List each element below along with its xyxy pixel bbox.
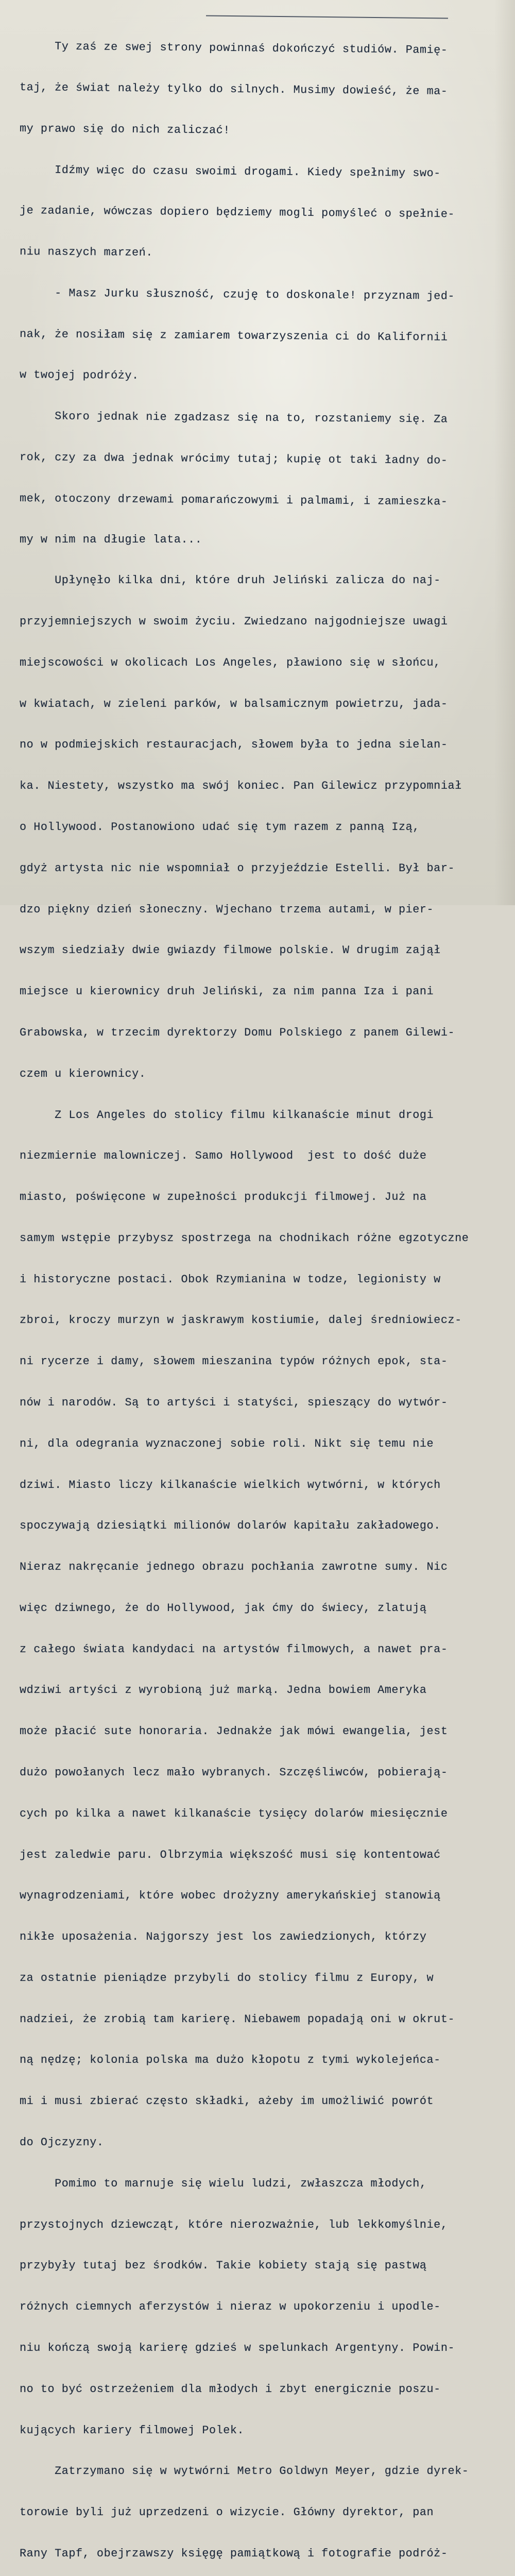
text-line: torowie byli już uprzedzeni o wizycie. Główny dyrektor, pan bbox=[20, 2506, 434, 2519]
text-line: spoczywają dziesiątki milionów dolarów kapitału zakładowego. bbox=[20, 1519, 441, 1533]
text-line: Upłynęło kilka dni, które druh Jeliński zalicza do naj- bbox=[20, 574, 441, 587]
text-line: niezmiernie malowniczej. Samo Hollywood jest to dość duże bbox=[20, 1149, 427, 1163]
text-line: samym wstępie przybysz spostrzega na chodnikach różne egzotyczne bbox=[20, 1231, 469, 1245]
text-line: mi i musi zbierać często składki, ażeby im umożliwić powrót bbox=[20, 2095, 434, 2108]
text-line: je zadanie, wówczas dopiero będziemy mogli pomyśleć o spełnie- bbox=[19, 204, 455, 221]
text-line: nów i narodów. Są to artyści i statyści, spieszący do wytwór- bbox=[20, 1396, 448, 1409]
text-line: Idźmy więc do czasu swoimi drogami. Kiedy spełnimy swo- bbox=[19, 163, 441, 180]
paper-edge-shadow bbox=[494, 0, 515, 905]
text-line: Grabowska, w trzecim dyrektorzy Domu Polskiego z panem Gilewi- bbox=[20, 1026, 455, 1039]
text-line: ną nędzę; kolonia polska ma dużo kłopotu z tymi wykolejeńca- bbox=[20, 2054, 441, 2067]
text-line: my w nim na długie lata... bbox=[20, 533, 202, 546]
text-line: dzo piękny dzień słoneczny. Wjechano trzema autami, w pier- bbox=[20, 903, 434, 916]
text-line: o Hollywood. Postanowiono udać się tym razem z panną Izą, bbox=[20, 821, 420, 834]
text-line: nikłe uposażenia. Najgorszy jest los zawiedzionych, którzy bbox=[20, 1930, 427, 1944]
text-line: miasto, poświęcone w zupełności produkcji filmowej. Już na bbox=[20, 1191, 427, 1204]
text-line: my prawo się do nich zaliczać! bbox=[19, 122, 231, 137]
text-line: wdziwi artyści z wyrobioną już marką. Jedna bowiem Ameryka bbox=[20, 1684, 427, 1697]
text-line: w twojej podróży. bbox=[19, 368, 139, 383]
text-line: dziwi. Miasto liczy kilkanaście wielkich wytwórni, w których bbox=[20, 1478, 441, 1492]
text-line: rok, czy za dwa jednak wrócimy tutaj; kupię ot taki ładny do- bbox=[19, 451, 448, 467]
text-line: wszym siedziały dwie gwiazdy filmowe polskie. W drugim zajął bbox=[20, 944, 441, 957]
text-line: jest zaledwie paru. Olbrzymia większość musi się kontentować bbox=[20, 1848, 441, 1861]
text-line: niu naszych marzeń. bbox=[19, 245, 153, 260]
text-line: przystojnych dziewcząt, które nierozważnie, lub lekkomyślnie, bbox=[20, 2218, 448, 2231]
text-line: - Masz Jurku słuszność, czuję to doskonale! przyznam jed- bbox=[19, 286, 455, 303]
text-line: Nieraz nakręcanie jednego obrazu pochłania zawrotne sumy. Nic bbox=[20, 1561, 448, 1574]
text-line: czem u kierownicy. bbox=[20, 1067, 146, 1080]
page-text bbox=[20, 12, 502, 2576]
text-line: gdyż artysta nic nie wspomniał o przyjeździe Estelli. Był bar- bbox=[20, 861, 455, 875]
text-line: taj, że świat należy tylko do silnych. Musimy dowieść, że ma- bbox=[19, 80, 448, 98]
text-line: no w podmiejskich restauracjach, słowem była to jedna sielan- bbox=[20, 738, 448, 752]
text-line: wynagrodzeniami, które wobec drożyzny amerykańskiej stanowią bbox=[20, 1889, 441, 1903]
text-line: przyjemniejszych w swoim życiu. Zwiedzano najgodniejsze uwagi bbox=[20, 615, 448, 629]
text-line: nadziei, że zrobią tam karierę. Niebawem popadają oni w okrut- bbox=[20, 2012, 455, 2026]
text-line: mek, otoczony drzewami pomarańczowymi i palmami, i zamieszka- bbox=[19, 492, 448, 509]
text-line: zbroi, kroczy murzyn w jaskrawym kostiumie, dalej średniowiecz- bbox=[20, 1314, 462, 1327]
text-line: nak, że nosiłam się z zamiarem towarzyszenia ci do Kalifornii bbox=[19, 327, 448, 344]
text-line: niu kończą swoją karierę gdzieś w spelunkach Argentyny. Powin- bbox=[20, 2341, 455, 2354]
text-line: ni rycerze i damy, słowem mieszanina typów różnych epok, sta- bbox=[20, 1355, 448, 1368]
text-line: Pomimo to marnuje się wielu ludzi, zwłaszcza młodych, bbox=[20, 2177, 427, 2190]
text-line: Z Los Angeles do stolicy filmu kilkanaście minut drogi bbox=[20, 1108, 434, 1122]
text-line: w kwiatach, w zieleni parków, w balsamicznym powietrzu, jada- bbox=[20, 697, 448, 710]
text-line: z całego świata kandydaci na artystów filmowych, a nawet pra- bbox=[20, 1642, 448, 1656]
text-line: za ostatnie pieniądze przybyli do stolicy filmu z Europy, w bbox=[20, 1971, 434, 1985]
text-line: cych po kilka a nawet kilkanaście tysięcy dolarów miesięcznie bbox=[20, 1807, 448, 1820]
text-line: do Ojczyzny. bbox=[20, 2136, 104, 2149]
text-line: Skoro jednak nie zgadzasz się na to, rozstaniemy się. Za bbox=[19, 410, 448, 426]
text-line: Zatrzymano się w wytwórni Metro Goldwyn Meyer, gdzie dyrek- bbox=[20, 2465, 469, 2478]
text-line: miejscowości w okolicach Los Angeles, pławiono się w słońcu, bbox=[20, 656, 441, 669]
text-line: no to być ostrzeżeniem dla młodych i zbyt energicznie poszu- bbox=[20, 2382, 441, 2396]
text-line: kujących kariery filmowej Polek. bbox=[20, 2424, 245, 2437]
text-line: różnych ciemnych aferzystów i nieraz w upokorzeniu i upodle- bbox=[20, 2300, 441, 2314]
text-line: Ty zaś ze swej strony powinnaś dokończyć studiów. Pamię- bbox=[19, 40, 448, 57]
text-line: przybyły tutaj bez środków. Takie kobiety stają się pastwą bbox=[20, 2259, 427, 2273]
text-line: może płacić sute honoraria. Jednakże jak mówi ewangelia, jest bbox=[20, 1725, 448, 1738]
text-line: dużo powołanych lecz mało wybranych. Szczęśliwców, pobierają- bbox=[20, 1766, 448, 1779]
text-line: miejsce u kierownicy druh Jeliński, za nim panna Iza i pani bbox=[20, 985, 434, 998]
text-line: Rany Tapf, obejrzawszy księgę pamiątkową i fotografie podróż- bbox=[20, 2547, 448, 2560]
text-line: ka. Niestety, wszystko ma swój koniec. Pan Gilewicz przypomniał bbox=[20, 779, 462, 793]
text-line: więc dziwnego, że do Hollywood, jak ćmy do świecy, zlatują bbox=[20, 1601, 427, 1615]
text-line: ni, dla odegrania wyznaczonej sobie roli. Nikt się temu nie bbox=[20, 1437, 434, 1450]
text-line: i historyczne postaci. Obok Rzymianina w todze, legionisty w bbox=[20, 1273, 441, 1286]
